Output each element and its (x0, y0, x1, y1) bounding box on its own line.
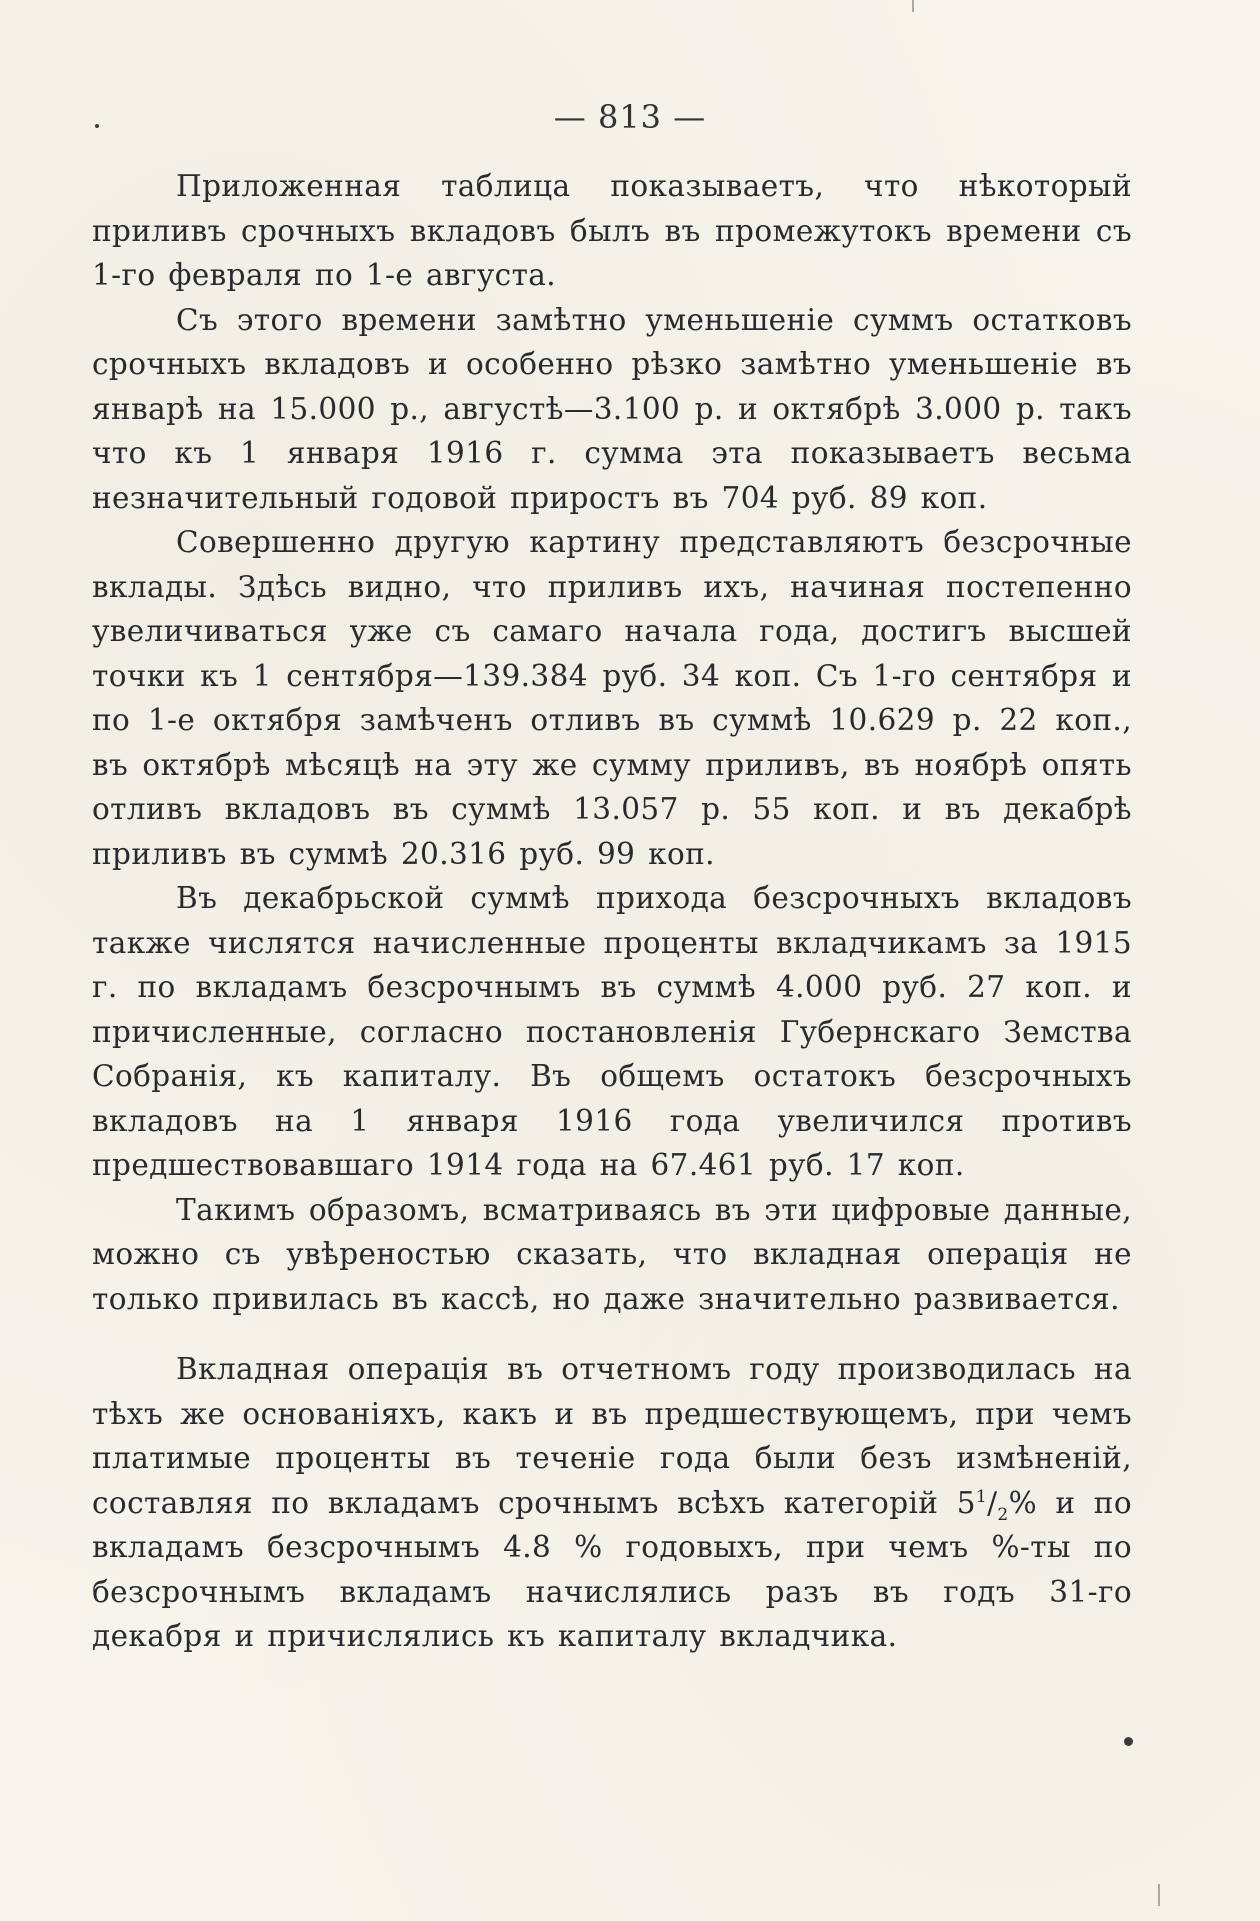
paragraph-4: Въ декабрьской суммѣ прихода безсрочныхъ вкладовъ также числятся начисленные проценты вкладчикамъ за 1915 г. по вкладамъ безсрочнымъ въ суммѣ 4.000 руб. 27 коп. и причисленные, согласно постановленія Губернскаго Земства Собранія, къ капиталу. Въ общемъ остатокъ безсрочныхъ вкладовъ на 1 января 1916 года увеличился противъ предшествовавшаго 1914 года на 67.461 руб. 17 коп. (92, 881, 1132, 1182)
fraction-numerator: 1 (975, 1486, 988, 1507)
paragraph-3: Совершенно другую картину представляютъ безсрочные вклады. Здѣсь видно, что приливъ ихъ, начиная постепенно увеличиваться уже съ самаго начала года, достигъ высшей точки къ 1 сентября—139.384 руб. 34 коп. Съ 1-го сентября и по 1-е октября замѣченъ отливъ въ суммѣ 10.629 р. 22 коп., въ октябрѣ мѣсяцѣ на эту же сумму приливъ, въ ноябрѣ опять отливъ вкладовъ въ суммѣ 13.057 р. 55 коп. и въ декабрѣ приливъ въ суммѣ 20.316 руб. 99 коп. (92, 525, 1132, 871)
paragraph-6 (92, 1347, 1132, 1659)
paragraph-2: Съ этого времени замѣтно уменьшеніе суммъ остатковъ срочныхъ вкладовъ и особенно рѣзко замѣтно уменьшеніе въ январѣ на 15.000 р., августѣ—3.100 р. и октябрѣ 3.000 р. такъ что къ 1 января 1916 г. сумма эта показываетъ весьма незначительный годовой приростъ въ 704 руб. 89 коп. (92, 302, 1132, 515)
paragraph-6-text-end: % и по вкладамъ безсрочнымъ 4.8 % годовыхъ, при чемъ %-ты по безсрочнымъ вкладамъ начислялись разъ въ годъ 31-го декабря и причислялись къ капиталу вкладчика. (92, 1485, 1132, 1653)
scan-edge-mark-top (912, 0, 914, 12)
paragraph-1: Приложенная таблица показываетъ, что нѣкоторый приливъ срочныхъ вкладовъ былъ въ промежутокъ времени съ 1-го февраля по 1-е августа. (92, 169, 1132, 292)
paragraph-5: Такимъ образомъ, всматриваясь въ эти цифровые данные, можно съ увѣреностью сказать, что вкладная операція не только привилась въ кассѣ, но даже значительно развивается. (92, 1192, 1132, 1316)
scan-edge-mark-bottom (1158, 1884, 1160, 1906)
fraction-denominator: 2 (997, 1504, 1009, 1525)
fraction-slash: / (987, 1485, 998, 1520)
paragraph-6-text-start: Вкладная операція въ отчетномъ году производилась на тѣхъ же основаніяхъ, какъ и въ предшествующемъ, при чемъ платимые проценты въ теченіе года были безъ измѣненій, составляя по вкладамъ срочнымъ всѣхъ категорій 5 (92, 1352, 1132, 1520)
ink-speck (95, 124, 99, 128)
ink-spot (1124, 1737, 1133, 1746)
page-number: — 813 — (553, 98, 707, 136)
body-text (92, 164, 1132, 1659)
